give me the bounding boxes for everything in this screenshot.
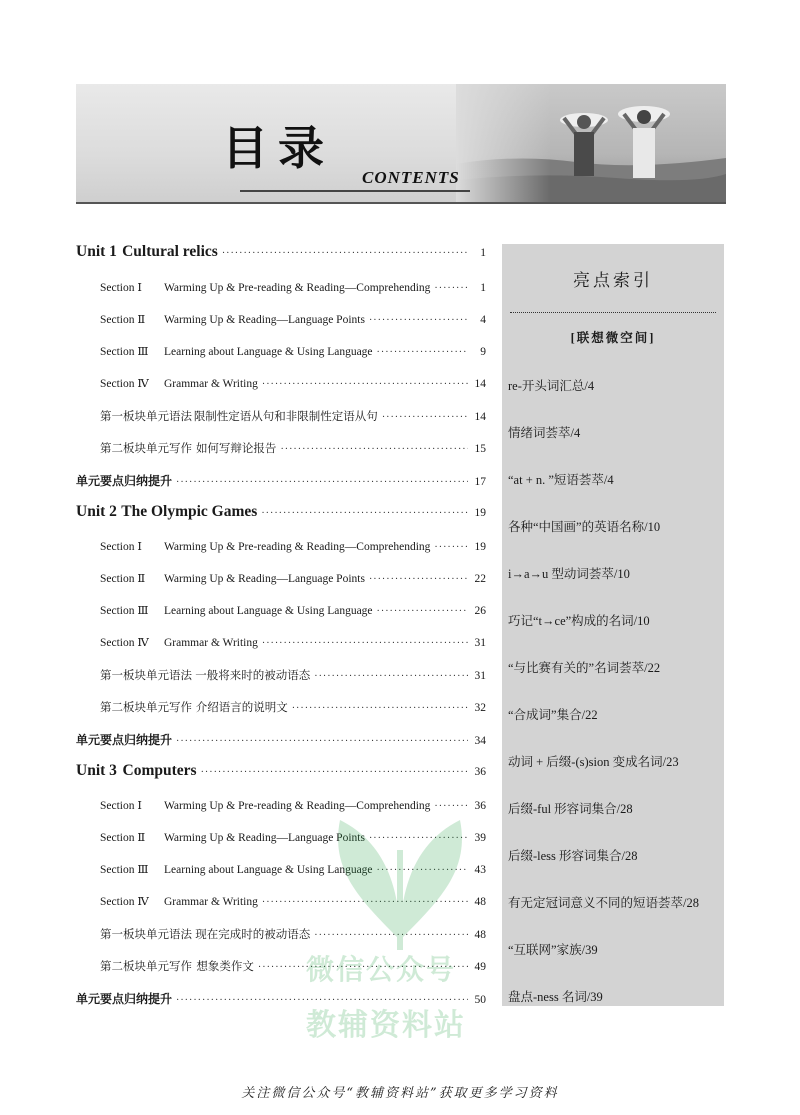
page-number: 31 [474, 637, 486, 649]
leader-dots [261, 508, 468, 519]
leader-dots [176, 477, 468, 488]
toc-u3-section-2[interactable]: Section Ⅱ Warming Up & Reading—Language Points ····· 39 [100, 830, 486, 844]
leader-dots [434, 283, 468, 294]
page-number: 1 [480, 247, 486, 259]
page-number: 26 [474, 605, 486, 617]
sidebar-item[interactable]: “互联网”家族/39 [508, 943, 598, 957]
page-number: 4 [480, 314, 486, 326]
toc-u3-section-3[interactable]: Section Ⅲ Learning about Language & Using Language ····· 43 [100, 862, 486, 876]
leader-dots [369, 315, 468, 326]
leader-dots [314, 671, 468, 682]
sidebar-item[interactable]: 动词 + 后缀-(s)sion 变成名词/23 [508, 755, 679, 769]
toc-u2-section-3[interactable]: Section Ⅲ Learning about Language & Using Language ····· 26 [100, 603, 486, 617]
toc-u3-section-1[interactable]: Section Ⅰ Warming Up & Pre-reading & Reading—Comprehending ····· 36 [100, 798, 486, 812]
page-number: 49 [474, 961, 486, 973]
toc-u3-summary[interactable]: 单元要点归纳提升 ····· 50 [76, 990, 486, 1007]
toc-u2-section-4[interactable]: Section Ⅳ Grammar & Writing ····· 31 [100, 635, 486, 649]
page-title: 目录 [222, 121, 334, 175]
sidebar-item[interactable]: “at + n. ”短语荟萃/4 [508, 473, 614, 487]
banner-photo-icon [456, 84, 726, 202]
sidebar-item[interactable]: i→a→u 型动词荟萃/10 [508, 567, 630, 581]
toc-u2-writing[interactable]: 第二板块单元写作 介绍语言的说明文 ····· 32 [100, 699, 486, 715]
toc-u2-grammar[interactable]: 第一板块单元语法 一般将来时的被动语态 ····· 31 [100, 667, 486, 683]
page-number: 1 [480, 282, 486, 294]
sidebar-divider [510, 312, 716, 313]
toc-u1-section-3[interactable]: Section Ⅲ Learning about Language & Using Language ····· 9 [100, 344, 486, 358]
sidebar-item[interactable]: “合成词”集合/22 [508, 708, 598, 722]
leader-dots [377, 347, 468, 358]
toc-u1-grammar[interactable]: 第一板块单元语法 限制性定语从句和非限制性定语从句 ····· 14 [100, 408, 486, 424]
leader-dots [262, 638, 468, 649]
watermark-text: 微信公众号 [306, 953, 457, 986]
page-number: 9 [480, 346, 486, 358]
page-number: 22 [474, 573, 486, 585]
page-number: 39 [474, 832, 486, 844]
leader-dots [201, 767, 468, 778]
page-number: 17 [474, 476, 486, 488]
leader-dots [176, 736, 468, 747]
leader-dots [280, 444, 468, 455]
toc-u1-section-4[interactable]: Section Ⅳ Grammar & Writing ····· 14 [100, 376, 486, 390]
sidebar-item[interactable]: 各种“中国画”的英语名称/10 [508, 520, 661, 534]
footer-note: 关注微信公众号“教辅资料站”获取更多学习资料 [241, 1086, 559, 1101]
subtitle-rule [240, 190, 470, 192]
page-number: 36 [474, 800, 486, 812]
toc-u3-grammar[interactable]: 第一板块单元语法 现在完成时的被动语态 ····· 48 [100, 926, 486, 942]
sidebar-item[interactable]: re-开头词汇总/4 [508, 379, 595, 393]
page-number: 31 [474, 670, 486, 682]
toc-u2-section-2[interactable]: Section Ⅱ Warming Up & Reading—Language Points ····· 22 [100, 571, 486, 585]
page-number: 14 [474, 378, 486, 390]
toc-u2-summary[interactable]: 单元要点归纳提升 ····· 34 [76, 731, 486, 748]
leader-dots [292, 703, 468, 714]
toc-u3-section-4[interactable]: Section Ⅳ Grammar & Writing ····· 48 [100, 894, 486, 908]
toc-u3-writing[interactable]: 第二板块单元写作 想象类作文 ····· 49 [100, 958, 486, 974]
leader-dots [262, 379, 468, 390]
page-number: 19 [474, 507, 486, 519]
sidebar-title: 亮点索引 [573, 271, 653, 291]
page-number: 48 [474, 896, 486, 908]
page-number: 15 [474, 443, 486, 455]
watermark-text: 教辅资料站 [306, 1008, 466, 1043]
toc-u1-summary[interactable]: 单元要点归纳提升 ····· 17 [76, 472, 486, 489]
toc-u2-section-1[interactable]: Section Ⅰ Warming Up & Pre-reading & Reading—Comprehending ····· 19 [100, 539, 486, 553]
page-subtitle: CONTENTS [362, 168, 460, 187]
page-number: 34 [474, 735, 486, 747]
sidebar-item[interactable]: 后缀-less 形容词集合/28 [508, 849, 638, 863]
sidebar-item[interactable]: 巧记“t→ce”构成的名词/10 [508, 614, 650, 628]
page-number: 36 [474, 766, 486, 778]
highlights-sidebar [502, 244, 724, 1006]
toc-u1-writing[interactable]: 第二板块单元写作 如何写辩论报告 ····· 15 [100, 440, 486, 456]
toc-u1-section-1[interactable]: Section Ⅰ Warming Up & Pre-reading & Reading—Comprehending ····· 1 [100, 280, 486, 294]
page-number: 14 [474, 411, 486, 423]
leader-dots [222, 248, 468, 259]
toc-unit-2[interactable]: Unit 2 The Olympic Games ····· 19 [76, 503, 486, 521]
leader-dots [369, 574, 468, 585]
toc-u1-section-2[interactable]: Section Ⅱ Warming Up & Reading—Language Points ····· 4 [100, 312, 486, 326]
sidebar-item[interactable]: 盘点-ness 名词/39 [508, 990, 603, 1004]
page-number: 19 [474, 541, 486, 553]
sidebar-item[interactable]: 后缀-ful 形容词集合/28 [508, 802, 633, 816]
toc-unit-3[interactable]: Unit 3 Computers ····· 36 [76, 762, 486, 780]
page-number: 32 [474, 702, 486, 714]
leader-dots [382, 412, 468, 423]
page-number: 43 [474, 864, 486, 876]
sidebar-subtitle: [联想微空间] [570, 331, 656, 345]
sidebar-item[interactable]: 情绪词荟萃/4 [508, 426, 581, 440]
leader-dots [434, 542, 468, 553]
sidebar-item[interactable]: 有无定冠词意义不同的短语荟萃/28 [508, 896, 699, 910]
leader-dots [377, 606, 468, 617]
page-number: 50 [474, 994, 486, 1006]
page-number: 48 [474, 929, 486, 941]
sidebar-item[interactable]: “与比赛有关的”名词荟萃/22 [508, 661, 661, 675]
toc-unit-1[interactable]: Unit 1 Cultural relics ····· 1 [76, 243, 486, 261]
